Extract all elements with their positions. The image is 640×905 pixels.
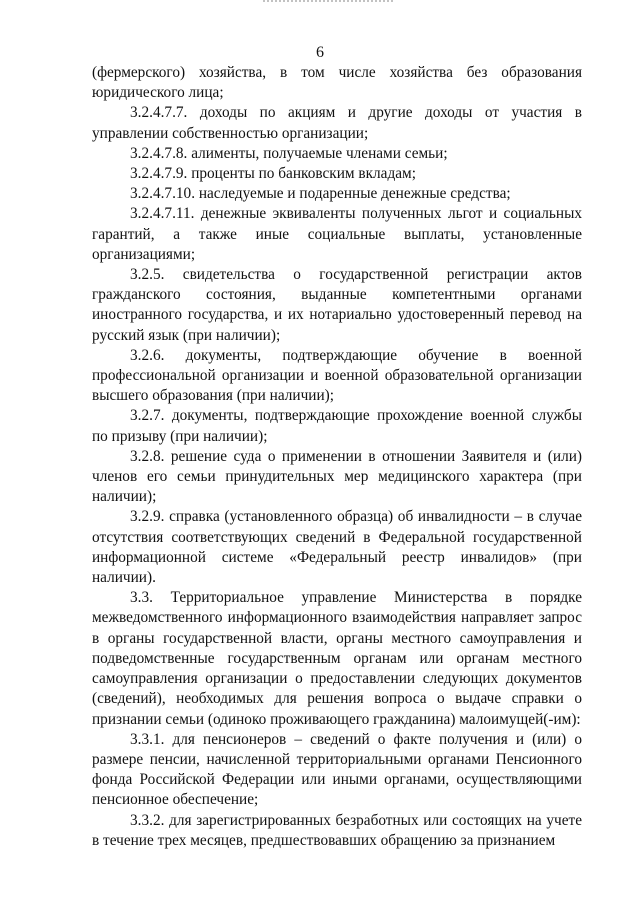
paragraph: 3.2.8. решение суда о применении в отношении Заявителя и (или) членов его семьи принудительных мер медицинского характера (при наличии); [92,447,582,506]
paragraph: 3.2.6. документы, подтверждающие обучение в военной профессиональной организации и военной образовательной организации высшего образования (при наличии); [92,346,582,405]
page-number: 6 [316,44,324,61]
paragraph: 3.2.4.7.9. проценты по банковским вкладам; [130,165,416,183]
paragraph: 3.2.4.7.11. денежные эквиваленты полученных льгот и социальных гарантий, а также иные социальные выплаты, установленные организациями; [92,205,582,263]
paragraph: 3.3.2. для зарегистрированных безработных или состоящих на учете в течение трех месяцев, предшествовавших обращению за признанием [92,811,582,849]
paragraph: 3.2.4.7.7. доходы по акциям и другие доходы от участия в управлении собственностью организации; [92,104,582,142]
paragraph: 3.2.4.7.10. наследуемые и подаренные денежные средства; [130,185,511,203]
paragraph: (фермерского) хозяйства, в том числе хозяйства без образования юридического лица; [92,64,582,102]
paragraph: 3.2.5. свидетельства о государственной регистрации актов гражданского состояния, выданные компетентными органами иностранного государства, и их нотариально удостоверенный перевод на русский язык (при наличии); [92,266,582,344]
paragraph: 3.3. Территориальное управление Министерства в порядке межведомственного информационного взаимодействия направляет запрос в органы государственной власти, органы местного самоуправления и подведомственные государственным органам или органам местного самоуправления организации о предоставлении следующих документов (сведений), необходимых для решения вопроса о выдаче справки о признании семьи (одиноко проживающего гражданина) малоимущей(-им): [92,589,582,728]
scan-artifact-marks [263,0,393,6]
paragraph: 3.2.4.7.8. алименты, получаемые членами семьи; [130,144,448,162]
paragraph: 3.2.9. справка (установленного образца) об инвалидности – в случае отсутствия соответствующих сведений в Федеральной государственной информационной системе «Федеральный реестр инвалидов» (при наличии). [92,508,582,587]
document-body [92,63,582,851]
paragraph: 3.2.7. документы, подтверждающие прохождение военной службы по призыву (при наличии); [92,407,582,445]
paragraph: 3.3.1. для пенсионеров – сведений о факте получения и (или) о размере пенсии, начисленной территориальными органами Пенсионного фонда Российской Федерации или иными органами, осуществляющими пенсионное обеспечение; [92,730,582,809]
